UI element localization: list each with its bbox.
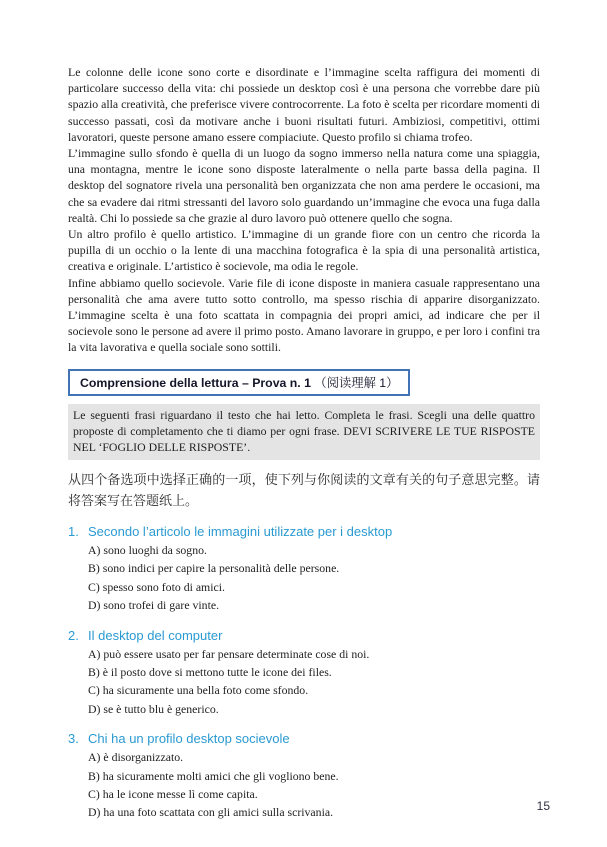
section-title-italian: Comprensione della lettura – Prova n. 1	[80, 375, 311, 390]
question-1-title: Secondo l’articolo le immagini utilizzate per i desktop	[88, 523, 393, 539]
question-1	[68, 524, 540, 615]
question-3-option-b: B) ha sicuramente molti amici che gli vogliono bene.	[88, 768, 339, 783]
instructions-chinese: 从四个备选项中选择正确的一项，使下列与你阅读的文章有关的句子意思完整。请将答案写在答题纸上。	[68, 471, 540, 508]
question-1-options	[68, 541, 540, 615]
question-2-option-c: C) ha sicuramente una bella foto come sfondo.	[88, 683, 309, 698]
question-2-heading	[68, 628, 540, 643]
question-3-heading	[68, 731, 540, 746]
passage-paragraph-artistico: Un altro profilo è quello artistico. L’immagine di un grande fiore con un centro che ricorda la pupilla di un occhio o la lente di una macchina fotografica è la spia di una personalità artistica, creativa e originale. L’artistico è socievole, ma odia le regole.	[68, 227, 540, 274]
question-2-title: Il desktop del computer	[88, 627, 223, 643]
page-number: 15	[536, 799, 550, 813]
question-2-options	[68, 645, 540, 719]
question-2-option-a: A) può essere usato per far pensare determinate cose di noi.	[88, 646, 370, 661]
question-1-heading	[68, 524, 540, 539]
reading-passage	[68, 64, 540, 356]
instructions-highlighted: Le seguenti frasi riguardano il testo che hai letto. Completa le frasi. Scegli una delle quattro proposte di completamento che ti diamo per ogni frase. DEVI SCRIVERE LE TUE RISPOSTE NEL ‘FOGLIO DELLE RISPOSTE’.	[68, 404, 540, 460]
question-3	[68, 731, 540, 822]
question-2-option-b: B) è il posto dove si mettono tutte le icone dei files.	[88, 664, 332, 679]
question-2-number: 2.	[68, 627, 79, 643]
passage-paragraph-socievole: Infine abbiamo quello socievole. Varie file di icone disposte in maniera casuale rappresentano una personalità che ama avere tutto sotto controllo, ma spesso rischia di apparire disorganizzato. L’immagine scelta è una foto scattata in compagnia dei propri amici, ad indicare che per il socievole sono le persone ad avere il primo posto. Amano lavorare in gruppo, e per loro i confini tra la vita lavorativa e quella sociale sono sottili.	[68, 275, 540, 355]
question-3-option-c: C) ha le icone messe lì come capita.	[88, 786, 258, 801]
question-1-number: 1.	[68, 523, 79, 539]
question-3-option-d: D) ha una foto scattata con gli amici sulla scrivania.	[88, 805, 334, 820]
question-3-number: 3.	[68, 731, 79, 747]
section-header-box	[68, 369, 410, 396]
question-3-options	[68, 748, 540, 822]
question-1-option-b: B) sono indici per capire la personalità delle persone.	[88, 561, 340, 576]
question-3-option-a: A) è disorganizzato.	[88, 750, 184, 765]
passage-paragraph-trofeo: Le colonne delle icone sono corte e disordinate e l’immagine scelta raffigura dei momenti di particolare successo della vita: chi possiede un desktop così è una persona che vorrebbe dare più spazio alla creatività, che preferisce vivere controcorrente. La foto è scelta per ricordare momenti di successo passati, così da motivare anche i buoni risultati futuri. Ambiziosi, competitivi, ottimi lavoratori, queste persone amano essere compiaciute. Questo profilo si chiama trofeo.	[68, 65, 540, 144]
question-3-title: Chi ha un profilo desktop socievole	[88, 731, 290, 747]
section-title-chinese: （阅读理解 1）	[314, 375, 399, 390]
question-2	[68, 628, 540, 719]
question-1-option-c: C) spesso sono foto di amici.	[88, 579, 225, 594]
passage-paragraph-sognatore: L’immagine sullo sfondo è quella di un luogo da sogno immerso nella natura come una spiaggia, una montagna, mentre le icone sono disposte lateralmente o nella parte bassa della pagina. Il desktop del sognatore rivela una personalità ben organizzata che non ama perdere le occasioni, ma che sa evadere dai ritmi stressanti del lavoro solo guardando un’immagine che evoca una fuga dalla realtà. Chi lo possiede sa che grazie al duro lavoro può ottenere quello che sogna.	[68, 146, 540, 225]
question-2-option-d: D) se è tutto blu è generico.	[88, 701, 219, 716]
question-1-option-a: A) sono luoghi da sogno.	[88, 542, 207, 557]
question-1-option-d: D) sono trofei di gare vinte.	[88, 598, 220, 613]
